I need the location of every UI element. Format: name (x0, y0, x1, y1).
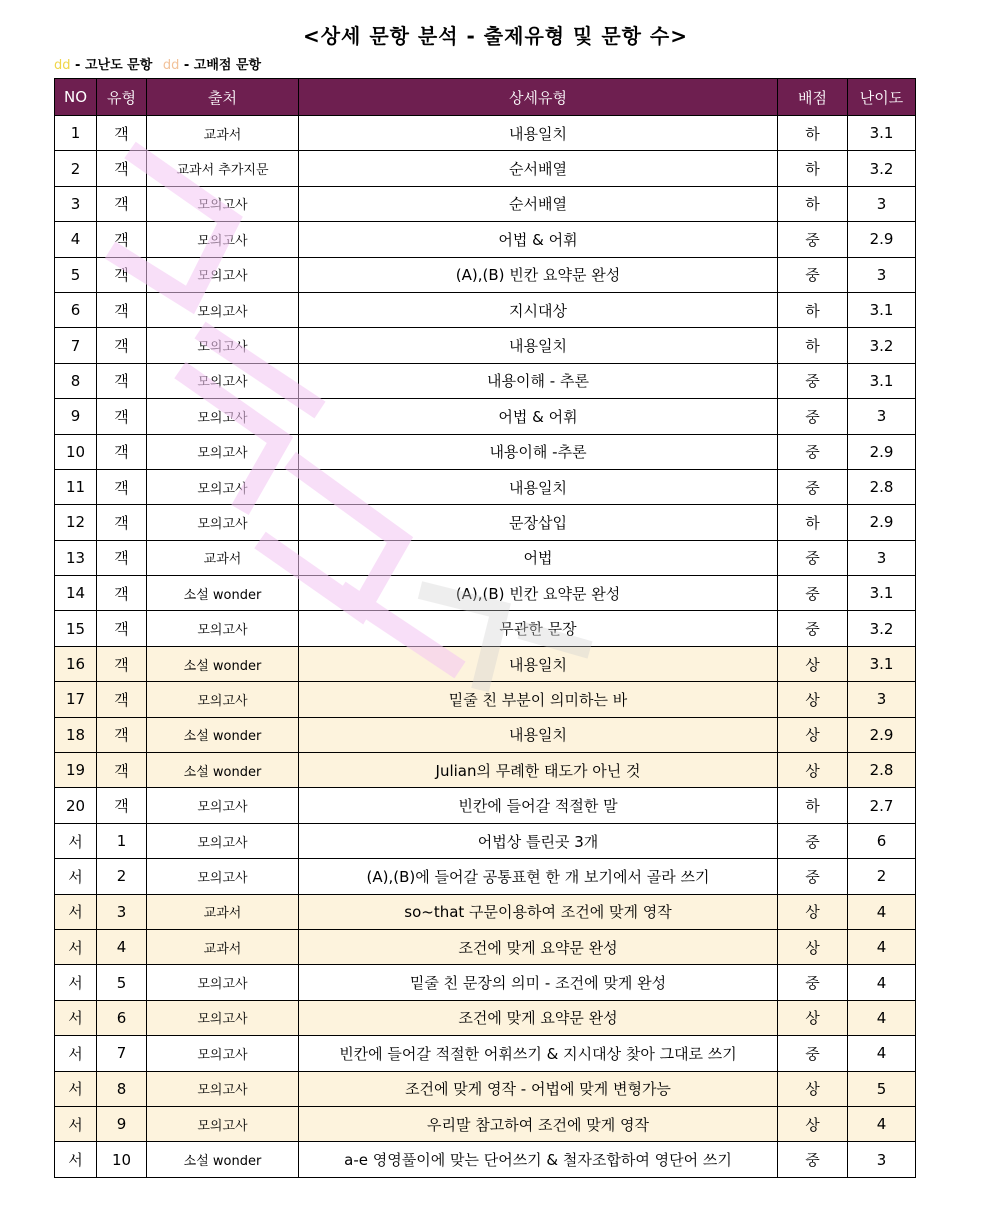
cell-type: 객 (97, 399, 147, 434)
cell-detail: Julian의 무례한 태도가 아닌 것 (299, 753, 778, 788)
cell-no: 서 (55, 1036, 97, 1071)
cell-no: 8 (55, 363, 97, 398)
cell-type: 7 (97, 1036, 147, 1071)
legend-high-label: - 고배점 문항 (179, 58, 262, 73)
cell-score: 상 (778, 682, 848, 717)
cell-no: 10 (55, 434, 97, 469)
cell-source: 모의고사 (147, 434, 299, 469)
cell-detail: 내용일치 (299, 469, 778, 504)
header-source: 출처 (147, 79, 299, 116)
cell-source: 교과서 (147, 929, 299, 964)
cell-difficulty: 2.9 (848, 434, 916, 469)
cell-difficulty: 2.8 (848, 469, 916, 504)
table-row (55, 823, 916, 858)
cell-no: 9 (55, 399, 97, 434)
table-row (55, 611, 916, 646)
cell-difficulty: 2.7 (848, 788, 916, 823)
cell-detail: (A),(B) 빈칸 요약문 완성 (299, 576, 778, 611)
cell-no: 6 (55, 292, 97, 327)
cell-score: 하 (778, 116, 848, 151)
cell-difficulty: 4 (848, 929, 916, 964)
cell-no: 4 (55, 222, 97, 257)
cell-detail: 어법 (299, 540, 778, 575)
table-row (55, 929, 916, 964)
cell-no: 서 (55, 965, 97, 1000)
header-no: NO (55, 79, 97, 116)
cell-detail: 내용일치 (299, 646, 778, 681)
cell-detail: 내용이해 -추론 (299, 434, 778, 469)
cell-no: 서 (55, 1000, 97, 1035)
table-row (55, 328, 916, 363)
cell-score: 하 (778, 186, 848, 221)
cell-type: 8 (97, 1071, 147, 1106)
cell-score: 중 (778, 1036, 848, 1071)
cell-detail: 빈칸에 들어갈 적절한 말 (299, 788, 778, 823)
cell-type: 6 (97, 1000, 147, 1035)
cell-type: 객 (97, 682, 147, 717)
cell-no: 14 (55, 576, 97, 611)
cell-source: 모의고사 (147, 788, 299, 823)
table-row (55, 859, 916, 894)
cell-score: 중 (778, 965, 848, 1000)
cell-type: 객 (97, 151, 147, 186)
cell-type: 객 (97, 434, 147, 469)
cell-detail: 조건에 맞게 영작 - 어법에 맞게 변형가능 (299, 1071, 778, 1106)
cell-type: 2 (97, 859, 147, 894)
cell-score: 상 (778, 717, 848, 752)
cell-no: 18 (55, 717, 97, 752)
cell-type: 객 (97, 186, 147, 221)
cell-source: 모의고사 (147, 257, 299, 292)
cell-difficulty: 4 (848, 1036, 916, 1071)
cell-source: 교과서 (147, 540, 299, 575)
cell-type: 5 (97, 965, 147, 1000)
cell-type: 객 (97, 753, 147, 788)
cell-source: 모의고사 (147, 1071, 299, 1106)
legend-hard-swatch: dd (54, 58, 71, 73)
table-row (55, 1036, 916, 1071)
cell-type: 객 (97, 717, 147, 752)
cell-no: 13 (55, 540, 97, 575)
cell-source: 소설 wonder (147, 717, 299, 752)
cell-score: 상 (778, 646, 848, 681)
cell-source: 모의고사 (147, 682, 299, 717)
cell-detail: 무관한 문장 (299, 611, 778, 646)
cell-type: 객 (97, 222, 147, 257)
table-row (55, 788, 916, 823)
table-row (55, 116, 916, 151)
cell-score: 상 (778, 1000, 848, 1035)
cell-no: 1 (55, 116, 97, 151)
cell-score: 중 (778, 576, 848, 611)
header-difficulty: 난이도 (848, 79, 916, 116)
cell-detail: 순서배열 (299, 186, 778, 221)
cell-detail: 내용일치 (299, 717, 778, 752)
cell-score: 상 (778, 1071, 848, 1106)
cell-source: 모의고사 (147, 363, 299, 398)
table-row (55, 965, 916, 1000)
cell-detail: 내용이해 - 추론 (299, 363, 778, 398)
table-row (55, 682, 916, 717)
cell-no: 5 (55, 257, 97, 292)
header-detail: 상세유형 (299, 79, 778, 116)
cell-detail: 우리말 참고하여 조건에 맞게 영작 (299, 1106, 778, 1141)
cell-type: 객 (97, 646, 147, 681)
cell-no: 서 (55, 929, 97, 964)
cell-score: 중 (778, 823, 848, 858)
cell-score: 상 (778, 1106, 848, 1141)
cell-difficulty: 4 (848, 1000, 916, 1035)
cell-source: 교과서 추가지문 (147, 151, 299, 186)
cell-source: 모의고사 (147, 1000, 299, 1035)
cell-no: 17 (55, 682, 97, 717)
cell-detail: (A),(B) 빈칸 요약문 완성 (299, 257, 778, 292)
cell-detail: 조건에 맞게 요약문 완성 (299, 1000, 778, 1035)
cell-difficulty: 3 (848, 682, 916, 717)
cell-detail: (A),(B)에 들어갈 공통표현 한 개 보기에서 골라 쓰기 (299, 859, 778, 894)
cell-type: 1 (97, 823, 147, 858)
table-row (55, 469, 916, 504)
cell-no: 20 (55, 788, 97, 823)
table-row (55, 753, 916, 788)
table-row (55, 505, 916, 540)
cell-type: 9 (97, 1106, 147, 1141)
table-header-row (55, 79, 916, 116)
table-row (55, 1106, 916, 1141)
cell-difficulty: 4 (848, 894, 916, 929)
analysis-table (54, 78, 916, 1178)
legend-high-swatch: dd (162, 58, 180, 73)
cell-difficulty: 3.1 (848, 646, 916, 681)
cell-no: 서 (55, 859, 97, 894)
cell-source: 모의고사 (147, 469, 299, 504)
cell-type: 객 (97, 363, 147, 398)
cell-type: 객 (97, 505, 147, 540)
cell-difficulty: 3 (848, 257, 916, 292)
cell-difficulty: 3.1 (848, 292, 916, 327)
page-title: <상세 문항 분석 - 출제유형 및 문항 수> (302, 24, 689, 48)
cell-difficulty: 3.1 (848, 576, 916, 611)
cell-detail: 밑줄 친 부분이 의미하는 바 (299, 682, 778, 717)
cell-detail: so~that 구문이용하여 조건에 맞게 영작 (299, 894, 778, 929)
table-row (55, 1142, 916, 1177)
cell-source: 모의고사 (147, 611, 299, 646)
cell-detail: 문장삽입 (299, 505, 778, 540)
table-body (55, 116, 916, 1178)
header-score: 배점 (778, 79, 848, 116)
cell-score: 중 (778, 540, 848, 575)
table-row (55, 1071, 916, 1106)
cell-type: 객 (97, 788, 147, 823)
table-row (55, 186, 916, 221)
table-row (55, 363, 916, 398)
cell-type: 객 (97, 469, 147, 504)
cell-no: 15 (55, 611, 97, 646)
cell-difficulty: 2.9 (848, 505, 916, 540)
cell-difficulty: 3 (848, 399, 916, 434)
cell-detail: 지시대상 (299, 292, 778, 327)
table-row (55, 576, 916, 611)
cell-score: 상 (778, 753, 848, 788)
cell-difficulty: 3.1 (848, 363, 916, 398)
cell-no: 서 (55, 1142, 97, 1177)
cell-difficulty: 4 (848, 965, 916, 1000)
cell-no: 서 (55, 1106, 97, 1141)
table-row (55, 894, 916, 929)
cell-score: 중 (778, 222, 848, 257)
cell-no: 19 (55, 753, 97, 788)
cell-score: 하 (778, 328, 848, 363)
cell-detail: 어법상 틀린곳 3개 (299, 823, 778, 858)
cell-source: 모의고사 (147, 505, 299, 540)
cell-score: 하 (778, 788, 848, 823)
cell-source: 교과서 (147, 894, 299, 929)
cell-score: 하 (778, 151, 848, 186)
cell-difficulty: 3 (848, 540, 916, 575)
cell-source: 모의고사 (147, 1106, 299, 1141)
cell-difficulty: 5 (848, 1071, 916, 1106)
cell-score: 중 (778, 399, 848, 434)
cell-source: 모의고사 (147, 222, 299, 257)
cell-difficulty: 2.8 (848, 753, 916, 788)
cell-source: 교과서 (147, 116, 299, 151)
cell-detail: 밑줄 친 문장의 의미 - 조건에 맞게 완성 (299, 965, 778, 1000)
cell-score: 중 (778, 257, 848, 292)
cell-difficulty: 4 (848, 1106, 916, 1141)
cell-score: 상 (778, 894, 848, 929)
cell-source: 모의고사 (147, 965, 299, 1000)
cell-difficulty: 2 (848, 859, 916, 894)
table-row (55, 717, 916, 752)
cell-no: 7 (55, 328, 97, 363)
cell-type: 객 (97, 540, 147, 575)
legend-hard-label: - 고난도 문항 (70, 58, 157, 73)
cell-type: 3 (97, 894, 147, 929)
cell-difficulty: 3 (848, 1142, 916, 1177)
cell-type: 객 (97, 611, 147, 646)
cell-no: 16 (55, 646, 97, 681)
cell-difficulty: 3.2 (848, 151, 916, 186)
cell-no: 3 (55, 186, 97, 221)
cell-difficulty: 3.2 (848, 611, 916, 646)
cell-detail: 조건에 맞게 요약문 완성 (299, 929, 778, 964)
cell-type: 객 (97, 576, 147, 611)
cell-no: 서 (55, 894, 97, 929)
cell-no: 2 (55, 151, 97, 186)
cell-no: 서 (55, 1071, 97, 1106)
cell-detail: 어법 & 어휘 (299, 399, 778, 434)
header-type: 유형 (97, 79, 147, 116)
cell-detail: 내용일치 (299, 328, 778, 363)
cell-difficulty: 3 (848, 186, 916, 221)
cell-score: 하 (778, 292, 848, 327)
table-row (55, 1000, 916, 1035)
cell-detail: 빈칸에 들어갈 적절한 어휘쓰기 & 지시대상 찾아 그대로 쓰기 (299, 1036, 778, 1071)
cell-score: 중 (778, 434, 848, 469)
cell-score: 하 (778, 505, 848, 540)
cell-source: 모의고사 (147, 292, 299, 327)
cell-difficulty: 6 (848, 823, 916, 858)
cell-type: 4 (97, 929, 147, 964)
cell-type: 객 (97, 116, 147, 151)
cell-source: 소설 wonder (147, 576, 299, 611)
cell-detail: 내용일치 (299, 116, 778, 151)
cell-difficulty: 3.2 (848, 328, 916, 363)
cell-no: 서 (55, 823, 97, 858)
cell-source: 소설 wonder (147, 753, 299, 788)
table-row (55, 540, 916, 575)
cell-difficulty: 2.9 (848, 222, 916, 257)
cell-source: 소설 wonder (147, 1142, 299, 1177)
cell-score: 중 (778, 859, 848, 894)
table-row (55, 292, 916, 327)
table-row (55, 257, 916, 292)
cell-source: 모의고사 (147, 186, 299, 221)
table-row (55, 222, 916, 257)
cell-score: 상 (778, 929, 848, 964)
table-row (55, 151, 916, 186)
table-row (55, 646, 916, 681)
cell-difficulty: 3.1 (848, 116, 916, 151)
cell-score: 중 (778, 363, 848, 398)
cell-detail: 어법 & 어휘 (299, 222, 778, 257)
cell-score: 중 (778, 469, 848, 504)
cell-detail: a-e 영영풀이에 맞는 단어쓰기 & 철자조합하여 영단어 쓰기 (299, 1142, 778, 1177)
cell-source: 소설 wonder (147, 646, 299, 681)
cell-source: 모의고사 (147, 328, 299, 363)
table-row (55, 434, 916, 469)
cell-type: 10 (97, 1142, 147, 1177)
cell-detail: 순서배열 (299, 151, 778, 186)
cell-no: 12 (55, 505, 97, 540)
legend (54, 54, 261, 73)
cell-score: 중 (778, 611, 848, 646)
cell-source: 모의고사 (147, 1036, 299, 1071)
table-row (55, 399, 916, 434)
cell-type: 객 (97, 292, 147, 327)
cell-difficulty: 2.9 (848, 717, 916, 752)
cell-score: 중 (778, 1142, 848, 1177)
cell-type: 객 (97, 257, 147, 292)
cell-source: 모의고사 (147, 823, 299, 858)
cell-no: 11 (55, 469, 97, 504)
cell-source: 모의고사 (147, 859, 299, 894)
cell-type: 객 (97, 328, 147, 363)
cell-source: 모의고사 (147, 399, 299, 434)
